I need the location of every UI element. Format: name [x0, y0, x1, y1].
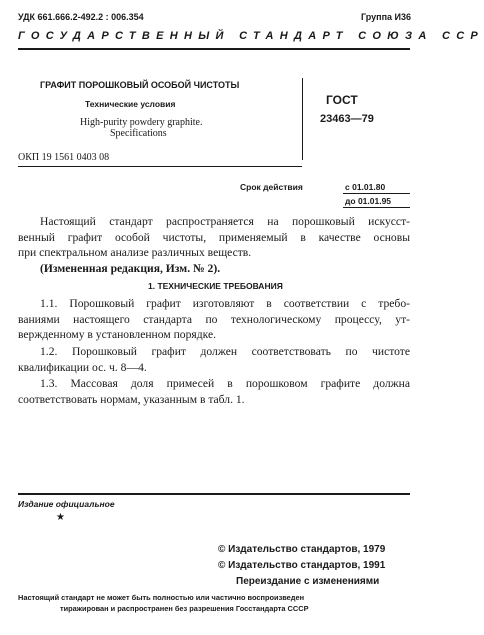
- title-divider: [302, 78, 303, 160]
- official-edition: Издание официальное: [18, 499, 115, 509]
- header-rule: [18, 48, 410, 50]
- copyright-1979: © Издательство стандартов, 1979: [218, 544, 386, 555]
- english-title-line2: Specifications: [110, 128, 167, 139]
- english-title-line1: High-purity powdery graphite.: [80, 117, 203, 128]
- amendment-note: (Измененная редакция, Изм. № 2).: [40, 262, 221, 275]
- validity-from: с 01.01.80: [345, 182, 386, 192]
- udk-code: УДК 661.666.2-492.2 : 006.354: [18, 12, 144, 22]
- gost-number: 23463—79: [320, 113, 374, 125]
- document-title: ГРАФИТ ПОРОШКОВЫЙ ОСОБОЙ ЧИСТОТЫ: [40, 80, 240, 90]
- star-mark: ★: [56, 512, 65, 523]
- intro-paragraph: [18, 214, 410, 261]
- clause-line: вержденному в установленном порядке.: [18, 328, 216, 341]
- gost-label: ГОСТ: [326, 93, 358, 107]
- reproduction-notice-line2: тиражирован и распространен без разрешения Госстандарта СССР: [60, 604, 309, 613]
- reprint-note: Переиздание с изменениями: [236, 576, 380, 587]
- validity-to: до 01.01.95: [345, 196, 392, 206]
- clause-1-3: [18, 376, 410, 407]
- document-subtitle: Технические условия: [85, 99, 176, 109]
- intro-line: венный графит особой чистоты, применяемый в качестве основы: [18, 230, 410, 244]
- clause-1-2: [18, 344, 410, 375]
- clause-line: 1.1. Порошковый графит изготовляют в соответствии с требо-: [40, 297, 410, 310]
- okp-code: ОКП 19 1561 0403 08: [18, 152, 110, 163]
- group-code: Группа И36: [360, 12, 411, 22]
- footer-rule: [18, 493, 410, 495]
- validity-rule: [343, 193, 410, 194]
- clause-line: 1.2. Порошковый графит должен соответствовать по чистоте: [40, 345, 410, 358]
- clause-line: ваниями настоящего стандарта по технологическому процессу, ут-: [18, 312, 410, 326]
- clause-line: соответствовать нормам, указанным в табл. 1.: [18, 392, 245, 406]
- state-standard-heading: ГОСУДАРСТВЕННЫЙ СТАНДАРТ СОЮЗА ССР: [18, 30, 484, 42]
- section-heading: 1. ТЕХНИЧЕСКИЕ ТРЕБОВАНИЯ: [148, 281, 283, 291]
- title-rule: [18, 166, 302, 167]
- clause-line: 1.3. Массовая доля примесей в порошковом графите должна: [40, 377, 410, 390]
- clause-1-1: [18, 296, 410, 343]
- validity-label: Срок действия: [240, 182, 303, 192]
- intro-line: Настоящий стандарт распространяется на порошковый искусст-: [40, 215, 410, 228]
- validity-rule-bottom: [343, 207, 410, 208]
- reproduction-notice-line1: Настоящий стандарт не может быть полностью или частично воспроизведен: [18, 593, 305, 602]
- intro-line: при спектральном анализе различных веществ.: [18, 246, 252, 259]
- copyright-1991: © Издательство стандартов, 1991: [218, 560, 386, 571]
- clause-line: квалификации ос. ч. 8—4.: [18, 360, 147, 374]
